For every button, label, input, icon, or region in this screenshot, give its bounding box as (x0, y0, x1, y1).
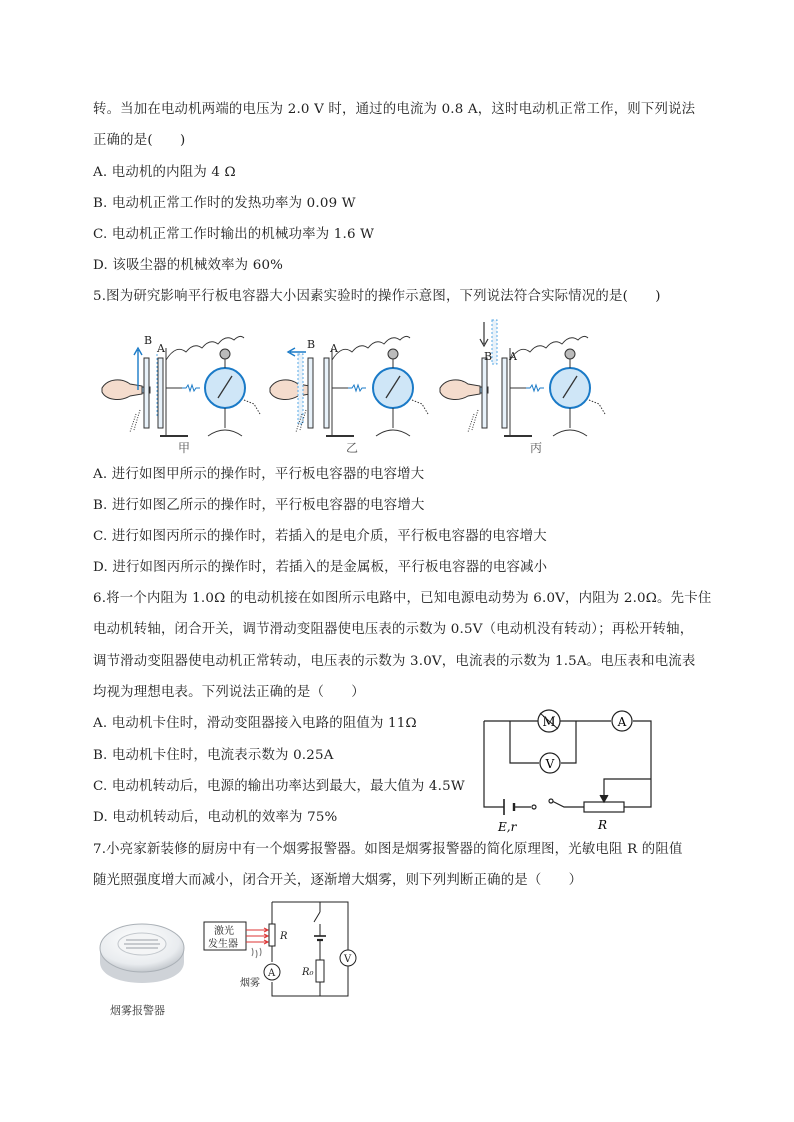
q7-stem-line1: 7.小亮家新装修的厨房中有一个烟雾报警器。如图是烟雾报警器的简化原理图，光敏电阻 R 的阻值 (93, 842, 683, 857)
q6-option-c: C. 电动机转动后，电源的输出功率达到最大，最大值为 4.5W (93, 779, 465, 794)
q5-option-c: C. 进行如图丙所示的操作时，若插入的是电介质，平行板电容器的电容增大 (93, 529, 547, 544)
q7-smoke-label: 烟雾 (240, 978, 260, 989)
q6-rheostat-label: R (598, 818, 608, 832)
q6-ammeter (612, 711, 632, 731)
q7-voltmeter-label: V (344, 954, 352, 965)
q5-setup-bing (440, 320, 605, 436)
q7-stem-line2: 随光照强度增大而减小，闭合开关，逐渐增大烟雾，则下列判断正确的是（ ） (93, 873, 583, 888)
q7-r0-label: R₀ (302, 967, 314, 978)
q4-option-a: A. 电动机的内阻为 4 Ω (93, 165, 236, 180)
q6-stem-line4: 均视为理想电表。下列说法正确的是（ ） (93, 685, 365, 700)
q5-bing-label-a: A (509, 350, 517, 363)
q6-stem-line3: 调节滑动变阻器使电动机正常转动，电压表的示数为 3.0V，电流表的示数为 1.5A。电压表和电流表 (93, 654, 696, 669)
q6-option-a: A. 电动机卡住时，滑动变阻器接入电路的阻值为 11Ω (93, 716, 417, 731)
q5-caption-yi: 乙 (346, 441, 359, 455)
q6-motor-label: M (542, 715, 556, 730)
q6-motor (538, 710, 560, 732)
q6-option-d: D. 电动机转动后，电动机的效率为 75% (93, 810, 338, 825)
q6-option-b: B. 电动机卡住时，电流表示数为 0.25A (93, 748, 334, 763)
q5-capacitor-figure (100, 318, 620, 458)
q5-stem: 5.图为研究影响平行板电容器大小因素实验时的操作示意图，下列说法符合实际情况的是( ) (93, 289, 661, 304)
q6-circuit-diagram (476, 705, 666, 835)
q5-setup-jia (102, 336, 260, 436)
q5-setup-yi (270, 336, 428, 436)
q4-option-c: C. 电动机正常工作时输出的机械功率为 1.6 W (93, 227, 375, 242)
q5-caption-bing: 丙 (530, 441, 543, 455)
q6-voltmeter (540, 753, 560, 773)
q5-option-a: A. 进行如图甲所示的操作时，平行板电容器的电容增大 (93, 467, 425, 482)
q5-yi-label-b: B (307, 338, 316, 351)
q7-ammeter-label: A (268, 968, 276, 979)
q7-smoke-alarm-figure (96, 900, 366, 1020)
q7-device-caption: 烟雾报警器 (110, 1004, 165, 1017)
q7-r-label: R (280, 931, 288, 942)
q5-jia-label-a: A (157, 342, 165, 355)
q5-bing-label-b: B (484, 350, 493, 363)
q4-stem-line1: 转。当加在电动机两端的电压为 2.0 V 时，通过的电流为 0.8 A，这时电动机正常工作，则下列说法 (93, 102, 696, 117)
q5-caption-jia: 甲 (178, 441, 191, 455)
q6-voltmeter-label: V (545, 757, 555, 771)
q5-jia-label-b: B (144, 334, 153, 347)
q6-stem-line1: 6.将一个内阻为 1.0Ω 的电动机接在如图所示电路中，已知电源电动势为 6.0V，内阻为 2.0Ω。先卡住 (93, 591, 712, 606)
q6-ammeter-label: A (617, 715, 627, 729)
q5-option-b: B. 进行如图乙所示的操作时，平行板电容器的电容增大 (93, 498, 425, 513)
q5-yi-label-a: A (330, 342, 338, 355)
q7-laser-label-line1: 激光 (214, 926, 234, 937)
q7-smoke-alarm-photo (100, 924, 184, 1017)
q6-source-label: E,r (498, 820, 517, 834)
q6-stem-line2: 电动机转轴，闭合开关，调节滑动变阻器使电压表的示数为 0.5V（电动机没有转动）；再松开转轴， (93, 622, 694, 637)
q4-stem-line2: 正确的是( ) (93, 133, 186, 148)
q4-option-d: D. 该吸尘器的机械效率为 60% (93, 258, 284, 273)
q5-option-d: D. 进行如图丙所示的操作时，若插入的是金属板，平行板电容器的电容减小 (93, 560, 548, 575)
q4-option-b: B. 电动机正常工作时的发热功率为 0.09 W (93, 196, 356, 211)
q7-laser-label-line2: 发生器 (208, 939, 238, 950)
